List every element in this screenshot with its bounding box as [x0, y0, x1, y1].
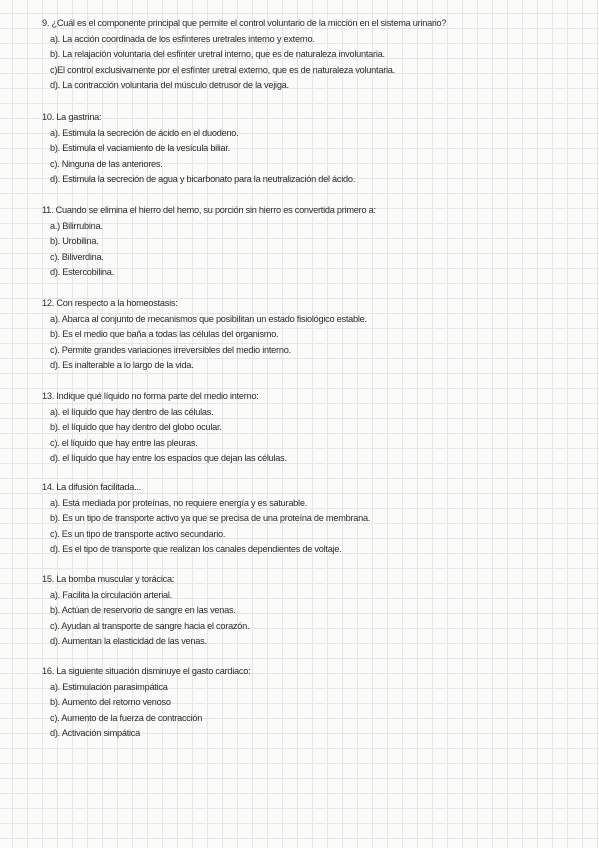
- question-16: [42, 664, 582, 742]
- option-b: b). Aumento del retorno venoso: [50, 697, 171, 708]
- option-c: c). Biliverdina.: [50, 251, 104, 262]
- question-text: 16. La siguiente situación disminuye el gasto cardiaco:: [42, 666, 251, 676]
- option-c: c). Ninguna de las anteriores.: [50, 158, 163, 169]
- option-b: b). La relajación voluntaria del esfínter uretral interno, que es de naturaleza involuntaria.: [50, 49, 385, 60]
- option-b: b). Actúan de reservorio de sangre en las venas.: [50, 605, 236, 616]
- question-10: [42, 110, 582, 188]
- question-15: [42, 572, 582, 650]
- option-a: a). Estimula la secreción de ácido en el duodeno.: [50, 127, 239, 138]
- option-b: b). el líquido que hay dentro del globo ocular.: [50, 422, 222, 433]
- option-c: c). Permite grandes variaciones irreversibles del medio interno.: [50, 344, 291, 355]
- question-9: [42, 16, 582, 94]
- question-text: 11. Cuando se elimina el hierro del hemo, su porción sin hierro es convertida primero a:: [42, 205, 376, 215]
- option-a: a). Abarca al conjunto de mecanismos que posibilitan un estado fisiológico estable.: [50, 313, 367, 324]
- option-b: b). Es el medio que baña a todas las células del organismo.: [50, 329, 279, 340]
- option-d: d). Es el tipo de transporte que realizan los canales dependientes de voltaje.: [50, 544, 342, 555]
- question-text: 10. La gastrina:: [42, 112, 102, 122]
- option-a: a). Estimulación parasimpática: [50, 681, 168, 692]
- option-c: c). Es un tipo de transporte activo secundario.: [50, 528, 226, 539]
- question-11: [42, 203, 582, 281]
- option-c: c)El control exclusivamente por el esfínter uretral externo, que es de naturaleza voluntaria.: [50, 64, 395, 75]
- option-a: a). el líquido que hay dentro de las células.: [50, 406, 214, 417]
- option-d: d). Estimula la secreción de agua y bicarbonato para la neutralización del ácido.: [50, 174, 356, 185]
- question-13: [42, 389, 582, 467]
- question-text: 12. Con respecto a la homeostasis:: [42, 298, 178, 308]
- option-c: c). Aumento de la fuerza de contracción: [50, 712, 203, 723]
- option-c: c). Ayudan al transporte de sangre hacia el corazón.: [50, 620, 250, 631]
- option-b: b). Es un tipo de transporte activo ya que se precisa de una proteína de membrana.: [50, 513, 371, 524]
- question-text: 9. ¿Cuál es el componente principal que permite el control voluntario de la micción en el sistema urinario?: [42, 18, 447, 28]
- option-a: a.) Bilirrubina.: [50, 220, 103, 231]
- question-text: 14. La difusión facilitada...: [42, 482, 141, 492]
- question-14: [42, 480, 582, 558]
- option-d: d). el líquido que hay entre los espacios que dejan las células.: [50, 453, 287, 464]
- option-c: c). el líquido que hay entre las pleuras.: [50, 437, 198, 448]
- option-d: d). Estercobilina.: [50, 267, 114, 278]
- option-a: a). Está mediada por proteínas, no requiere energía y es saturable.: [50, 497, 307, 508]
- option-a: a). Facilita la circulación arterial.: [50, 589, 172, 600]
- question-text: 13. Indique qué líquido no forma parte del medio interno:: [42, 391, 259, 401]
- option-d: d). La contracción voluntaria del músculo detrusor de la vejiga.: [50, 80, 289, 91]
- question-12: [42, 296, 582, 374]
- option-d: d). Es inalterable a lo largo de la vida.: [50, 360, 194, 371]
- option-a: a). La acción coordinada de los esfínteres uretrales interno y externo.: [50, 33, 315, 44]
- option-d: d). Aumentan la elasticidad de las venas.: [50, 636, 207, 647]
- option-d: d). Activación simpática: [50, 728, 140, 739]
- question-text: 15. La bomba muscular y torácica:: [42, 574, 175, 584]
- option-b: b). Urobilina.: [50, 236, 99, 247]
- option-b: b). Estimula el vaciamiento de la vesícula biliar.: [50, 143, 231, 154]
